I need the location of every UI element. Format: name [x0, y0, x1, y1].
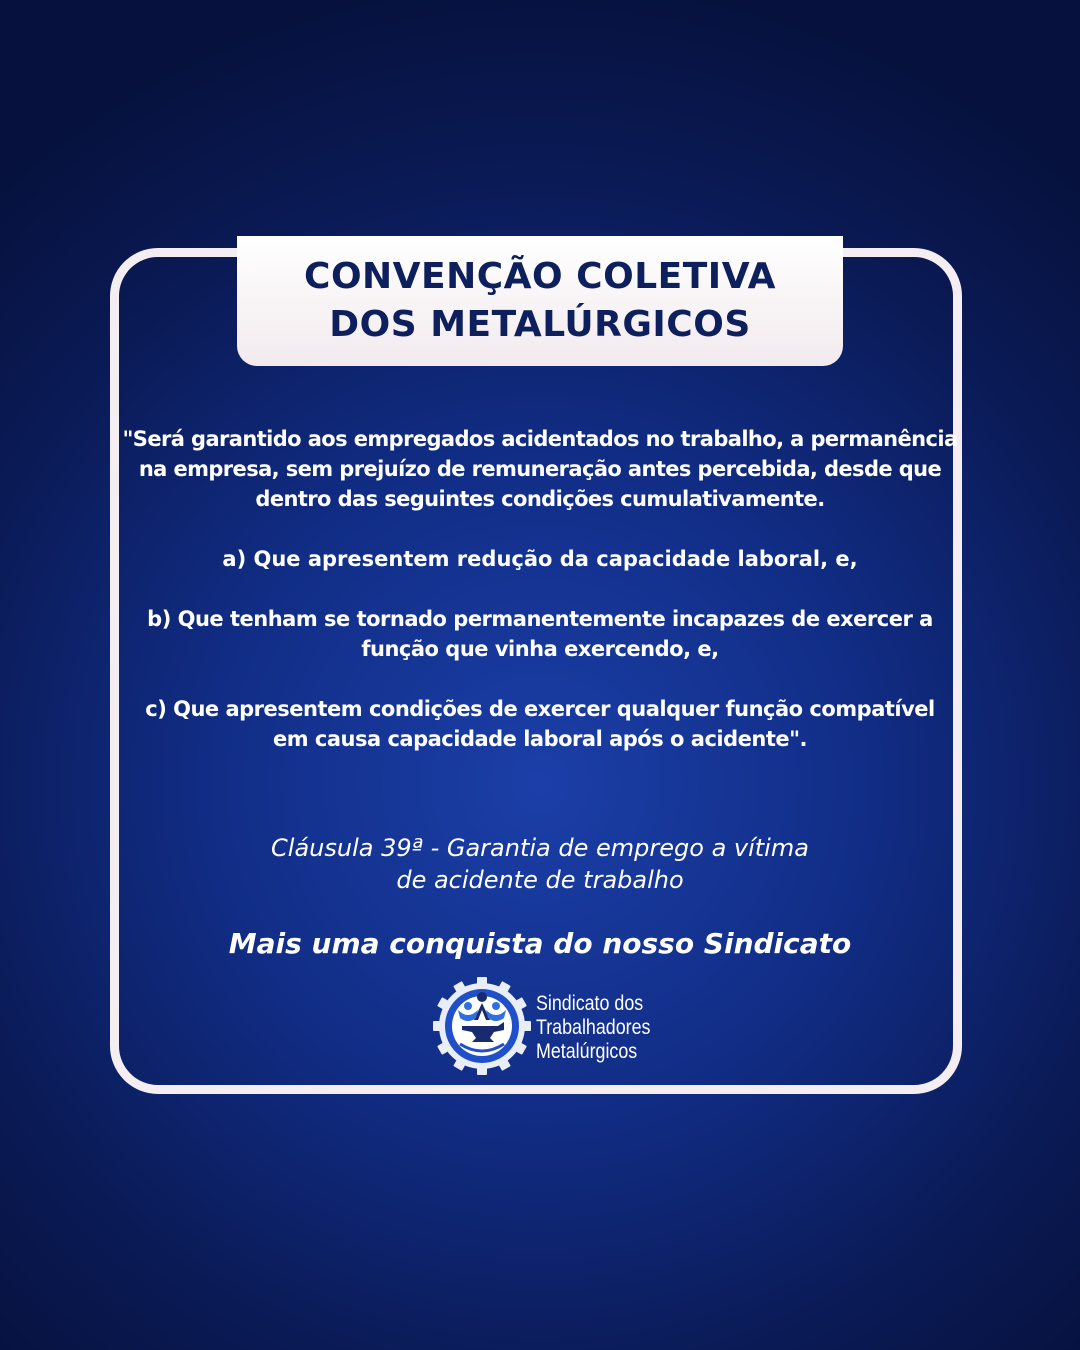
condition-b: b) Que tenham se tornado permanentemente incapazes de exercer a função que vinha exercendo, e, — [147, 607, 933, 661]
title-line-1: CONVENÇÃO COLETIVA — [304, 256, 776, 297]
union-name-line-2: Trabalhadores — [536, 1016, 651, 1039]
union-name-line-1: Sindicato dos — [536, 992, 644, 1015]
clause-reference-line-2: de acidente de trabalho — [396, 866, 684, 894]
quote-paragraph: "Será garantido aos empregados acidentados no trabalho, a permanência na empresa, sem prejuízo de remuneração antes percebida, desde que dentro das seguintes condições cumulativamente. — [122, 427, 958, 511]
union-name-line-3: Metalúrgicos — [536, 1040, 638, 1063]
union-name — [536, 992, 650, 1064]
condition-a: a) Que apresentem redução da capacidade laboral, e, — [222, 547, 858, 571]
clause-reference-line-1: Cláusula 39ª - Garantia de emprego a vítima — [271, 834, 809, 862]
tagline: Mais uma conquista do nosso Sindicato — [228, 927, 852, 960]
clause-reference — [130, 832, 950, 896]
clause-text — [122, 424, 958, 784]
title-line-2: DOS METALÚRGICOS — [329, 304, 751, 345]
title-box — [237, 236, 843, 366]
condition-c: c) Que apresentem condições de exercer qualquer função compatível em causa capacidade laboral após o acidente". — [145, 697, 935, 751]
anvil-worker-gear-icon — [432, 976, 532, 1076]
